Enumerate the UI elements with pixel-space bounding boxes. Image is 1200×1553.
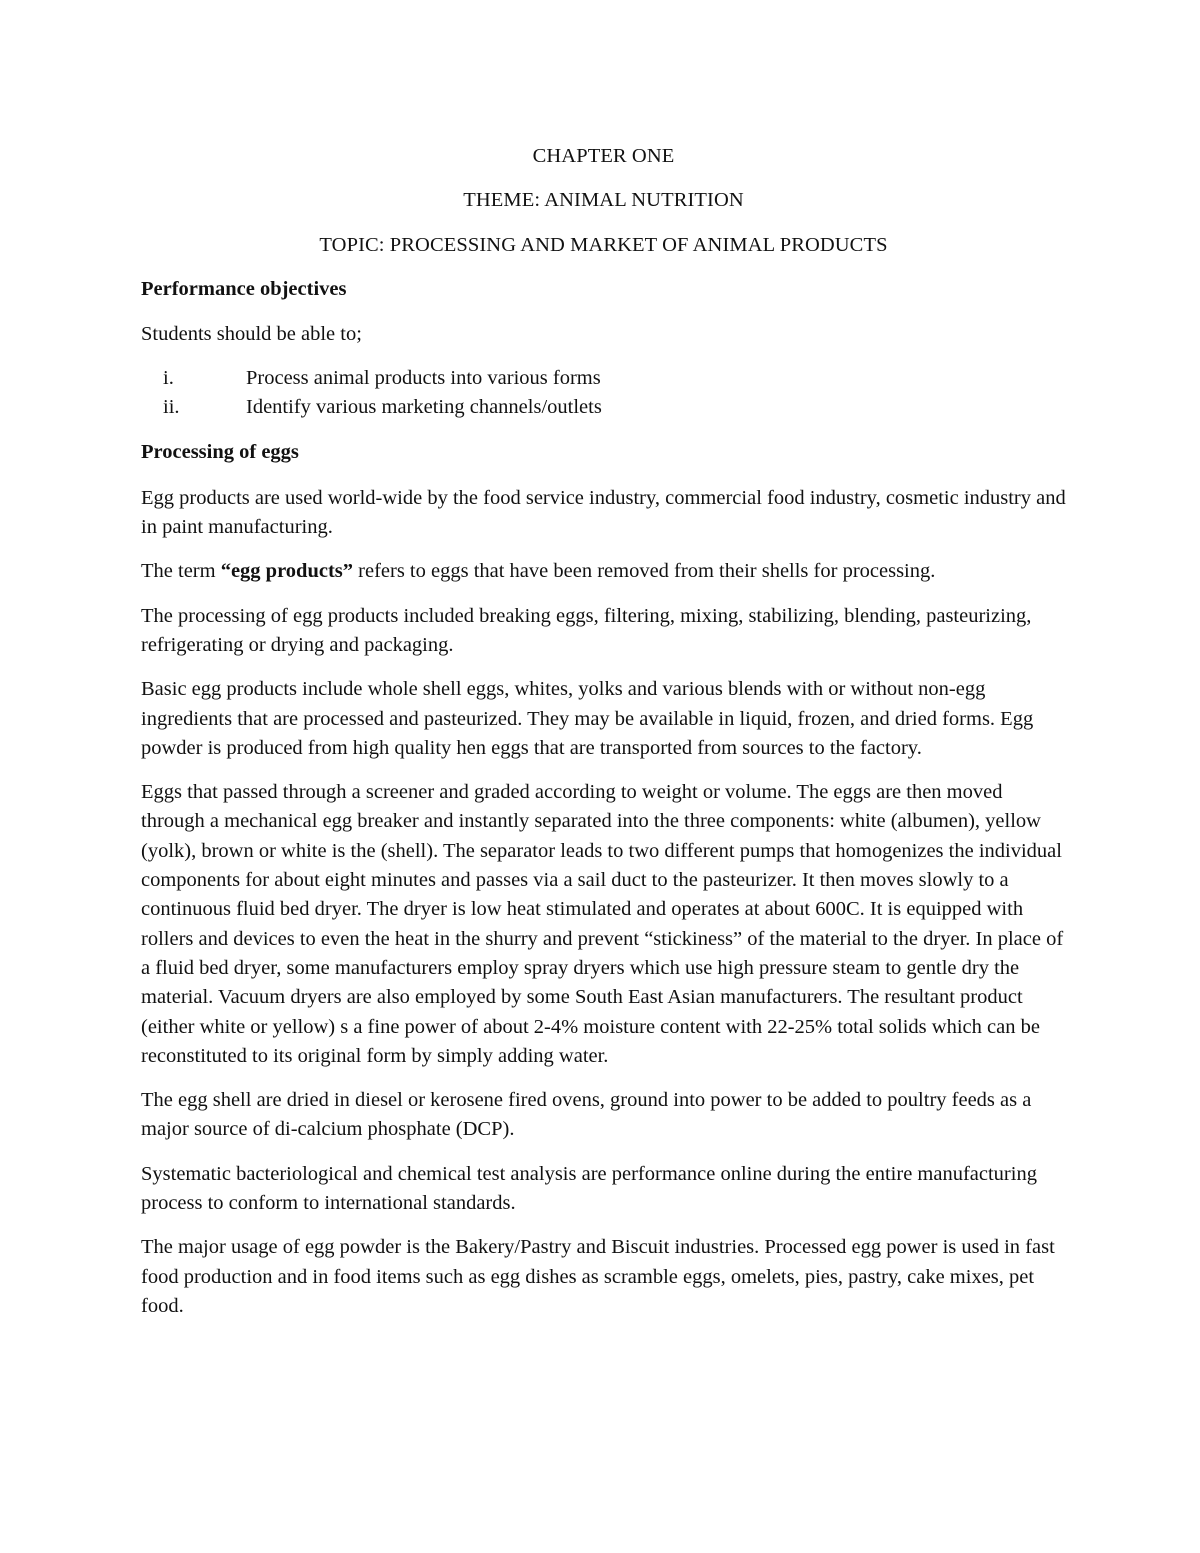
theme-heading: THEME: ANIMAL NUTRITION: [463, 189, 744, 212]
page-content: [141, 142, 1066, 1336]
objectives-heading: Performance objectives: [141, 277, 347, 300]
term-intro-text: The term: [141, 560, 221, 583]
paragraph-testing: Systematic bacteriological and chemical test analysis are performance online during the entire manufacturing process to conform to international standards.: [141, 1162, 1037, 1215]
objectives-intro: Students should be able to;: [141, 323, 362, 346]
paragraph-basic-products: Basic egg products include whole shell eggs, whites, yolks and various blends with or without non-egg ingredients that are processed and pasteurized. They may be available in liquid, frozen, and dried forms. Egg powder is produced from high quality hen eggs that are transported from sources to the factory.: [141, 678, 1034, 759]
list-item-number: i.: [163, 367, 174, 390]
chapter-title: CHAPTER ONE: [532, 145, 675, 167]
paragraph-processing-details: Eggs that passed through a screener and graded according to weight or volume. The eggs are then moved through a mechanical egg breaker and instantly separated into the three components: white (albumen), yellow (yolk), brown or white is the (shell). The separator leads to two different pumps that homogenizes the individual components for about eight minutes and passes via a sail duct to the pasteurizer. It then moves slowly to a continuous fluid bed dryer. The dryer is low heat stimulated and operates at about 600C. It is equipped with rollers and devices to even the heat in the shurry and prevent “stickiness” of the material to the dryer. In place of a fluid bed dryer, some manufacturers employ spray dryers which use high pressure steam to gentle dry the material. Vacuum dryers are also employed by some South East Asian manufacturers. The resultant product (either white or yellow) s a fine power of about 2-4% moisture content with 22-25% total solids which can be reconstituted to its original form by simply adding water.: [141, 781, 1064, 1067]
topic-heading: TOPIC: PROCESSING AND MARKET OF ANIMAL PRODUCTS: [319, 233, 888, 256]
paragraph-egg-products-term: [141, 557, 1066, 586]
list-item: [141, 364, 1066, 393]
term-definition-text: refers to eggs that have been removed from their shells for processing.: [353, 560, 936, 583]
list-item-text: Identify various marketing channels/outlets: [246, 396, 602, 419]
objectives-list: [141, 364, 1066, 422]
egg-products-term: “egg products”: [220, 560, 354, 583]
list-item-text: Process animal products into various forms: [246, 367, 601, 390]
list-item: [141, 393, 1066, 422]
paragraph-usage: The major usage of egg powder is the Bakery/Pastry and Biscuit industries. Processed egg power is used in fast food production and in food items such as egg dishes as scramble eggs, omelets, pies, pastry, cake mixes, pet food.: [141, 1236, 1055, 1317]
list-item-number: ii.: [163, 396, 180, 419]
paragraph-processing-steps: The processing of egg products included breaking eggs, filtering, mixing, stabilizing, blending, pasteurizing, refrigerating or drying and packaging.: [141, 604, 1032, 656]
paragraph-egg-shell: The egg shell are dried in diesel or kerosene fired ovens, ground into power to be added to poultry feeds as a major source of di-calcium phosphate (DCP).: [141, 1089, 1032, 1141]
egg-processing-heading: Processing of eggs: [141, 441, 299, 464]
paragraph-egg-uses: Egg products are used world-wide by the food service industry, commercial food industry, cosmetic industry and in paint manufacturing.: [141, 486, 1066, 539]
